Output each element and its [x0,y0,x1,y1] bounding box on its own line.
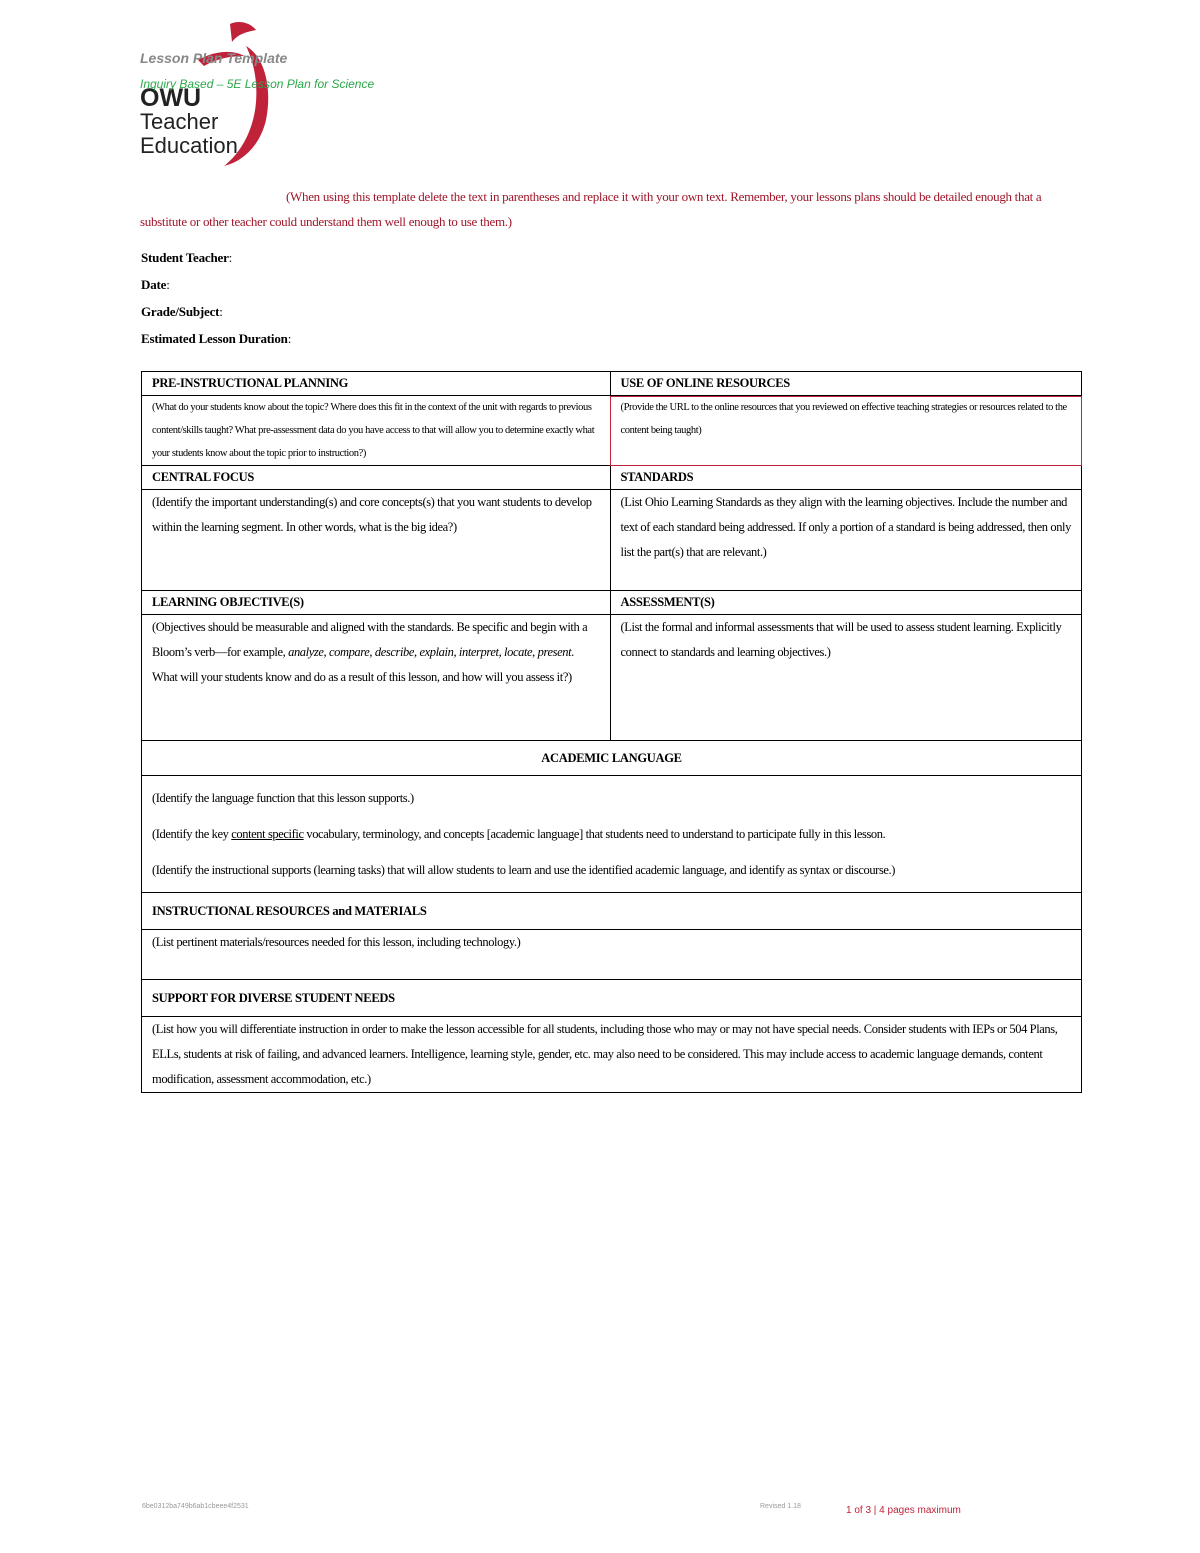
section-body: (Provide the URL to the online resources that you reviewed on effective teaching strategies or resources related to the content being taught) [620,402,1067,436]
field-label: Grade/Subject [141,304,220,319]
objectives-text-pre: (Objectives should be measurable and aligned with the standards. Be specific and begin with a Bloom’s verb—for example, [152,620,588,659]
resources-body[interactable] [142,930,1082,980]
section-title: INSTRUCTIONAL RESOURCES and MATERIALS [152,904,427,918]
objectives-body[interactable] [142,615,611,741]
objectives-text-post: . What will your students know and do as a result of this lesson, and how will you assess it?) [152,645,574,684]
academic-language-p1: (Identify the language function that this lesson supports.) [152,791,414,805]
section-body: (What do your students know about the topic? Where does this fit in the context of the unit with regards to previous content/skills taught? What pre-assessment data do you have access to that will allow you to determine exactly what your students know about the topic prior to instruction?) [152,402,595,459]
section-title: SUPPORT FOR DIVERSE STUDENT NEEDS [152,991,395,1005]
academic-language-body[interactable] [142,776,1082,893]
logo-line-2: Teacher [140,109,219,134]
field-label: Student Teacher [141,250,229,265]
logo-wordmark [140,86,238,158]
footer-doc-id: 6be0312ba749b6ab1cbeee4f2531 [142,1503,249,1510]
central-focus-body[interactable] [142,490,611,591]
lesson-plan-table [141,371,1082,1093]
online-resources-header [610,372,1082,396]
field-date[interactable]: Date: [141,277,170,292]
pre-planning-header [142,372,611,396]
instructions-note: (When using this template delete the text in parentheses and replace it with your own text. Remember, your lessons plans should be detailed enough that a substitute or other teacher could understand them well enough to use them.) [140,189,1042,229]
resources-header [142,893,1082,930]
section-title: CENTRAL FOCUS [152,470,255,484]
field-lesson-duration[interactable]: Estimated Lesson Duration: [141,331,292,346]
template-title: Lesson Plan Template [140,50,288,66]
field-label: Date [141,277,167,292]
academic-language-header [142,741,1082,776]
standards-header [610,466,1082,490]
logo-line-1: OWU [140,84,202,112]
p2-text-post: vocabulary, terminology, and concepts [academic language] that students need to understand to participate fully in this lesson. [303,827,886,841]
section-body: (List Ohio Learning Standards as they align with the learning objectives. Include the number and text of each standard being addressed. If only a portion of a standard is being addressed, then only list the part(s) that are relevant.) [620,495,1071,559]
academic-language-p2 [152,822,1071,847]
assessments-header [610,591,1082,615]
central-focus-header [142,466,611,490]
objectives-header [142,591,611,615]
footer-page-count: 1 of 3 | 4 pages maximum [846,1505,961,1516]
p2-key-term: content specific [231,827,304,841]
footer-revision: Revised 1.18 [760,1503,801,1510]
section-title: ACADEMIC LANGUAGE [541,751,682,765]
pre-planning-body[interactable] [142,396,611,466]
section-body [152,615,600,690]
online-resources-body[interactable] [610,396,1082,466]
p2-text-pre: (Identify the key [152,827,232,841]
section-title: PRE-INSTRUCTIONAL PLANNING [152,376,349,390]
assessments-body[interactable] [610,615,1082,741]
section-body: (List the formal and informal assessments that will be used to assess student learning. Explicitly connect to standards and learning objectives.) [620,620,1062,659]
blooms-verbs: analyze, compare, describe, explain, interpret, locate, present [288,645,572,659]
diverse-needs-body[interactable] [142,1017,1082,1093]
template-subtitle: Inquiry Based – 5E Lesson Plan for Science [140,77,375,91]
field-student-teacher[interactable]: Student Teacher: [141,250,233,265]
section-body: (Identify the important understanding(s) and core concepts(s) that you want students to develop within the learning segment. In other words, what is the big idea?) [152,495,592,534]
header-fields [141,248,291,356]
academic-language-p3: (Identify the instructional supports (learning tasks) that will allow students to learn and use the identified academic language, and identify as syntax or discourse.) [152,863,896,877]
logo-line-3: Education [140,133,238,158]
diverse-needs-header [142,980,1082,1017]
section-body: (List pertinent materials/resources needed for this lesson, including technology.) [152,935,521,949]
section-body: (List how you will differentiate instruction in order to make the lesson accessible for all students, including those who may or may not have special needs. Consider students with IEPs or 504 Plans, ELLs, students at risk of failing, and advanced learners. Intelligence, learning style, gender, etc. may also need to be considered. This may include access to academic language demands, content modification, assessment accommodation, etc.) [152,1022,1058,1086]
field-label: Estimated Lesson Duration [141,331,288,346]
section-title: STANDARDS [620,470,694,484]
section-title: ASSESSMENT(S) [620,595,715,609]
field-grade-subject[interactable]: Grade/Subject: [141,304,223,319]
section-title: USE OF ONLINE RESOURCES [620,376,790,390]
section-title: LEARNING OBJECTIVE(S) [152,595,304,609]
owu-logo [138,20,278,170]
standards-body[interactable] [610,490,1082,591]
